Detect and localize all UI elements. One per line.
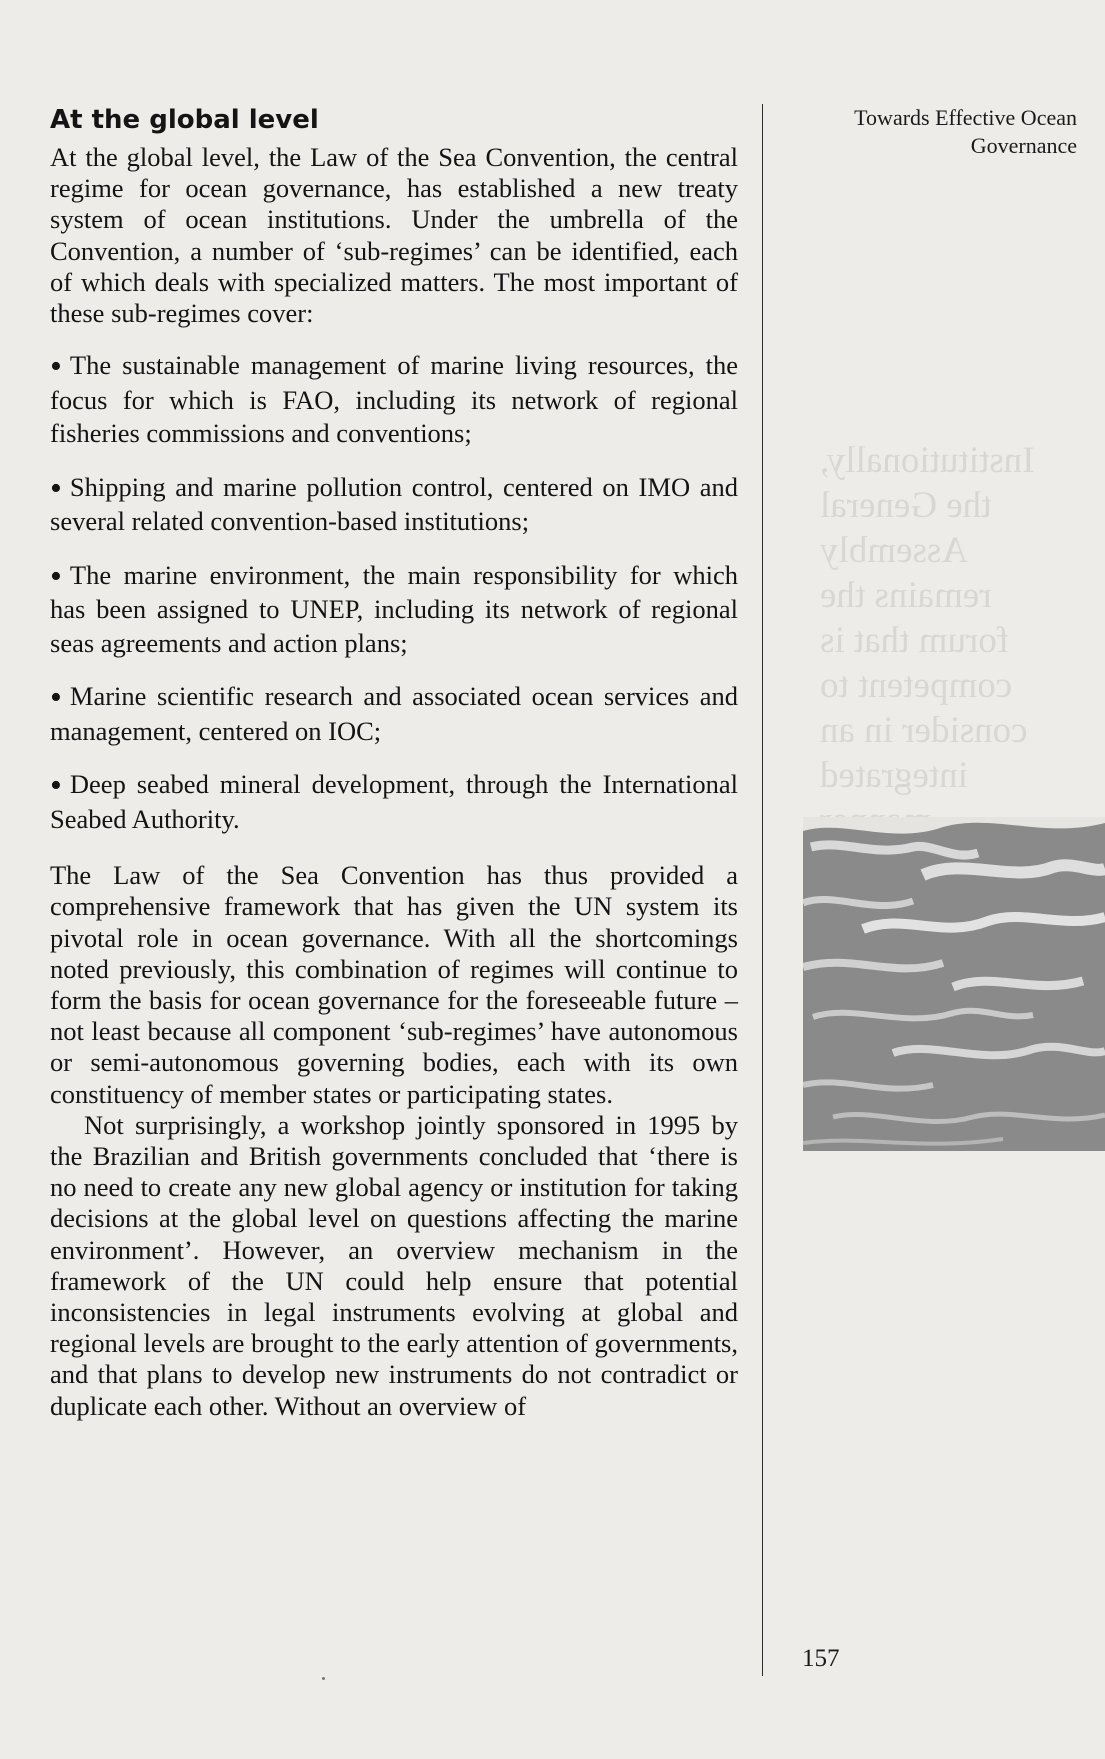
ocean-waves-photo-icon bbox=[803, 817, 1105, 1151]
page-number: 157 bbox=[802, 1645, 840, 1672]
intro-paragraph: At the global level, the Law of the Sea Convention, the central regime for ocean governance, has established a new treaty system of ocean institutions. Under the umbrella of the Convention, a number of ‘sub-regimes’ can be identified, each of which deals with specialized matters. The most important of these sub-regimes cover: bbox=[50, 142, 738, 329]
bullet-item: • Marine scientific research and associated ocean services and management, centered on IOC; bbox=[50, 680, 738, 748]
main-text-column bbox=[50, 104, 738, 1422]
bullet-item: • Shipping and marine pollution control, centered on IMO and several related convention-based institutions; bbox=[50, 471, 738, 539]
section-heading: At the global level bbox=[50, 105, 319, 135]
bullet-item: • The marine environment, the main responsibility for which has been assigned to UNEP, including its network of regional seas agreements and action plans; bbox=[50, 559, 738, 661]
show-through-text: Institutionally, the General Assembly remains the forum that is competent to consider in an integrated bbox=[820, 440, 1035, 796]
bullet-item: • The sustainable management of marine living resources, the focus for which is FAO, including its network of regional fisheries commissions and conventions; bbox=[50, 349, 738, 451]
running-head: Towards Effective Ocean Governance bbox=[854, 105, 1077, 158]
speck bbox=[322, 1677, 325, 1680]
column-divider bbox=[762, 104, 763, 1676]
bullet-item: • Deep seabed mineral development, through the International Seabed Authority. bbox=[50, 768, 738, 836]
body-paragraph: The Law of the Sea Convention has thus provided a comprehensive framework that has given the UN system its pivotal role in ocean governance. With all the shortcomings noted previously, this combination of regimes will continue to form the basis for ocean governance for the foreseeable future – not least because all component ‘sub-regimes’ have autonomous or semi-autonomous governing bodies, each with its own constituency of member states or participating states. bbox=[50, 860, 738, 1109]
body-paragraph: Not surprisingly, a workshop jointly sponsored in 1995 by the Brazilian and British governments concluded that ‘there is no need to create any new global agency or institution for taking decisions at the global level on questions affecting the marine environment’. However, an overview mechanism in the framework of the UN could help ensure that potential inconsistencies in legal instruments evolving at global and regional levels are brought to the early attention of governments, and that plans to develop new instruments do not contradict or duplicate each other. Without an overview of bbox=[50, 1109, 738, 1421]
